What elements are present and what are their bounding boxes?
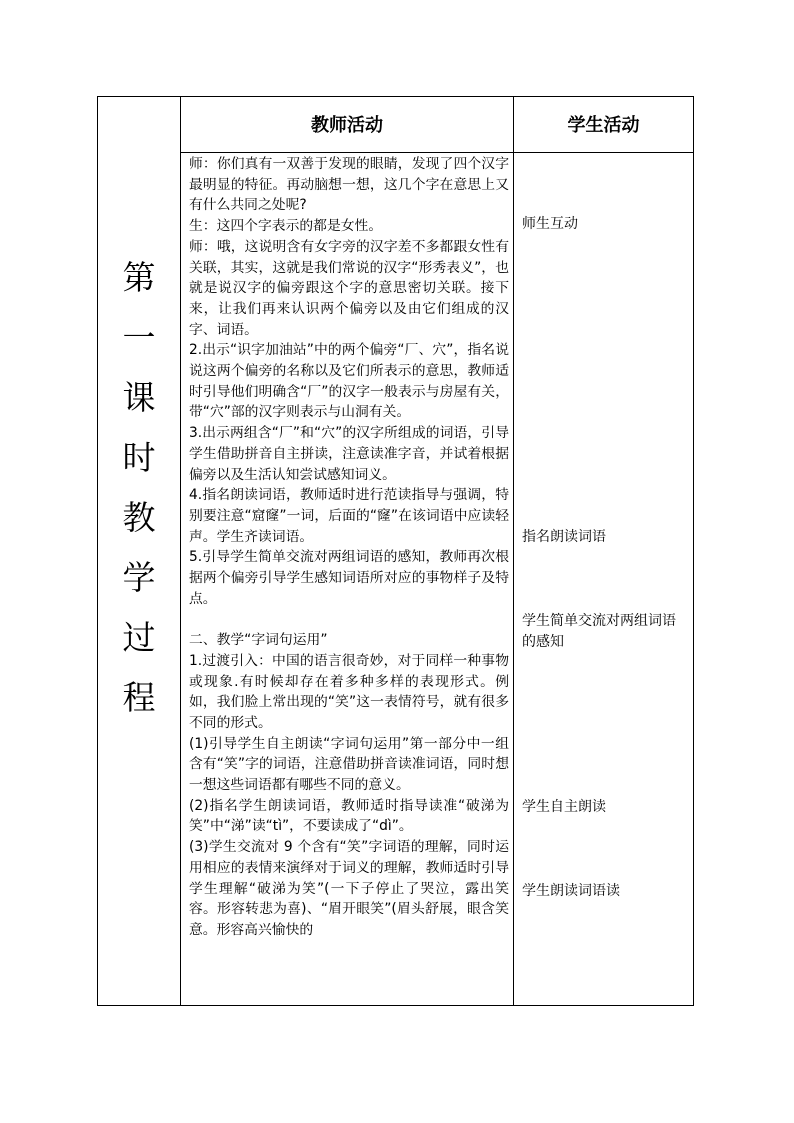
teacher-paragraph: 师：你们真有一双善于发现的眼睛，发现了四个汉字最明显的特征。再动脑想一想，这几个字在意思上又有什么共同之处呢? [189,156,509,214]
title-char: 时 [122,438,156,477]
lesson-table [97,96,694,1006]
section-heading: 二、教学“字词句运用” [189,632,328,649]
teacher-paragraph: (1)引导学生自主朗读“字词句运用”第一部分中一组含有“笑”字的词语，注意借助拼音读准词语，同时想一想这些词语都有哪些不同的意义。 [189,735,509,794]
blank-line [189,609,509,630]
title-char: 程 [122,678,156,717]
teacher-paragraph: 1.过渡引入：中国的语言很奇妙，对于同样一种事物或现象.有时候却存在着多种多样的表现形式。例如，我们脸上常出现的“笑”这一表情符号，就有很多不同的形式。 [189,652,509,731]
teacher-paragraph: 3.出示两组含“厂”和“穴”的汉字所组成的词语，引导学生借助拼音自主拼读，注意读准字音，并试着根据偏旁以及生活认知尝试感知词义。 [189,425,509,483]
teacher-paragraph: 4.指名朗读词语，教师适时进行范读指导与强调，特别要注意“窟窿”一词，后面的“窿”在该词语中应读轻声。学生齐读词语。 [189,487,509,545]
student-note: 学生朗读词语读 [522,883,620,899]
student-note: 师生互动 [522,216,578,232]
student-note: 学生简单交流对两组词语的感知 [522,613,676,650]
student-note: 指名朗读词语 [522,529,606,545]
student-activity-header: 学生活动 [567,115,640,136]
title-char: 一 [122,318,156,357]
title-char: 过 [122,618,156,657]
column-divider [180,97,181,1005]
teacher-activity-content [189,154,509,1004]
title-char: 学 [122,558,156,597]
teacher-activity-header: 教师活动 [311,115,383,136]
teacher-paragraph: (2)指名学生朗读词语，教师适时指导读准“破涕为笑”中“涕”读“tì”，不要读成了“dì”。 [189,797,509,835]
title-char: 第 [122,258,156,297]
column-divider [513,97,514,1005]
title-char: 课 [122,378,156,417]
teacher-paragraph: 5.引导学生简单交流对两组词语的感知，教师再次根据两个偏旁引导学生感知词语所对应的事物样子及特点。 [189,549,509,607]
teacher-paragraph: 2.出示“识字加油站”中的两个偏旁“厂、穴”，指名说说这两个偏旁的名称以及它们所表示的意思，教师适时引导他们明确含“厂”的汉字一般表示与房屋有关，带“穴”部的汉字则表示与山洞有关。 [189,342,509,421]
lesson-stage-title [98,248,180,728]
title-char: 教 [122,498,156,537]
teacher-paragraph: 生：这四个字表示的都是女性。 [189,218,383,235]
teacher-paragraph: 师：哦，这说明含有女字旁的汉字差不多都跟女性有关联，其实，这就是我们常说的汉字“形秀表义”，也就是说汉字的偏旁跟这个字的意思密切关联。接下来，让我们再来认识两个偏旁以及由它们组成的汉字、词语。 [189,238,509,338]
teacher-paragraph: (3)学生交流对 9 个含有“笑”字词语的理解，同时运用相应的表情来演绎对于词义的理解，教师适时引导学生理解“破涕为笑”(一下子停止了哭泣，露出笑容。形容转悲为喜)、“眉开眼笑”(眉头舒展，眼含笑意。形容高兴愉快的 [189,839,509,938]
student-note: 学生自主朗读 [522,799,606,815]
